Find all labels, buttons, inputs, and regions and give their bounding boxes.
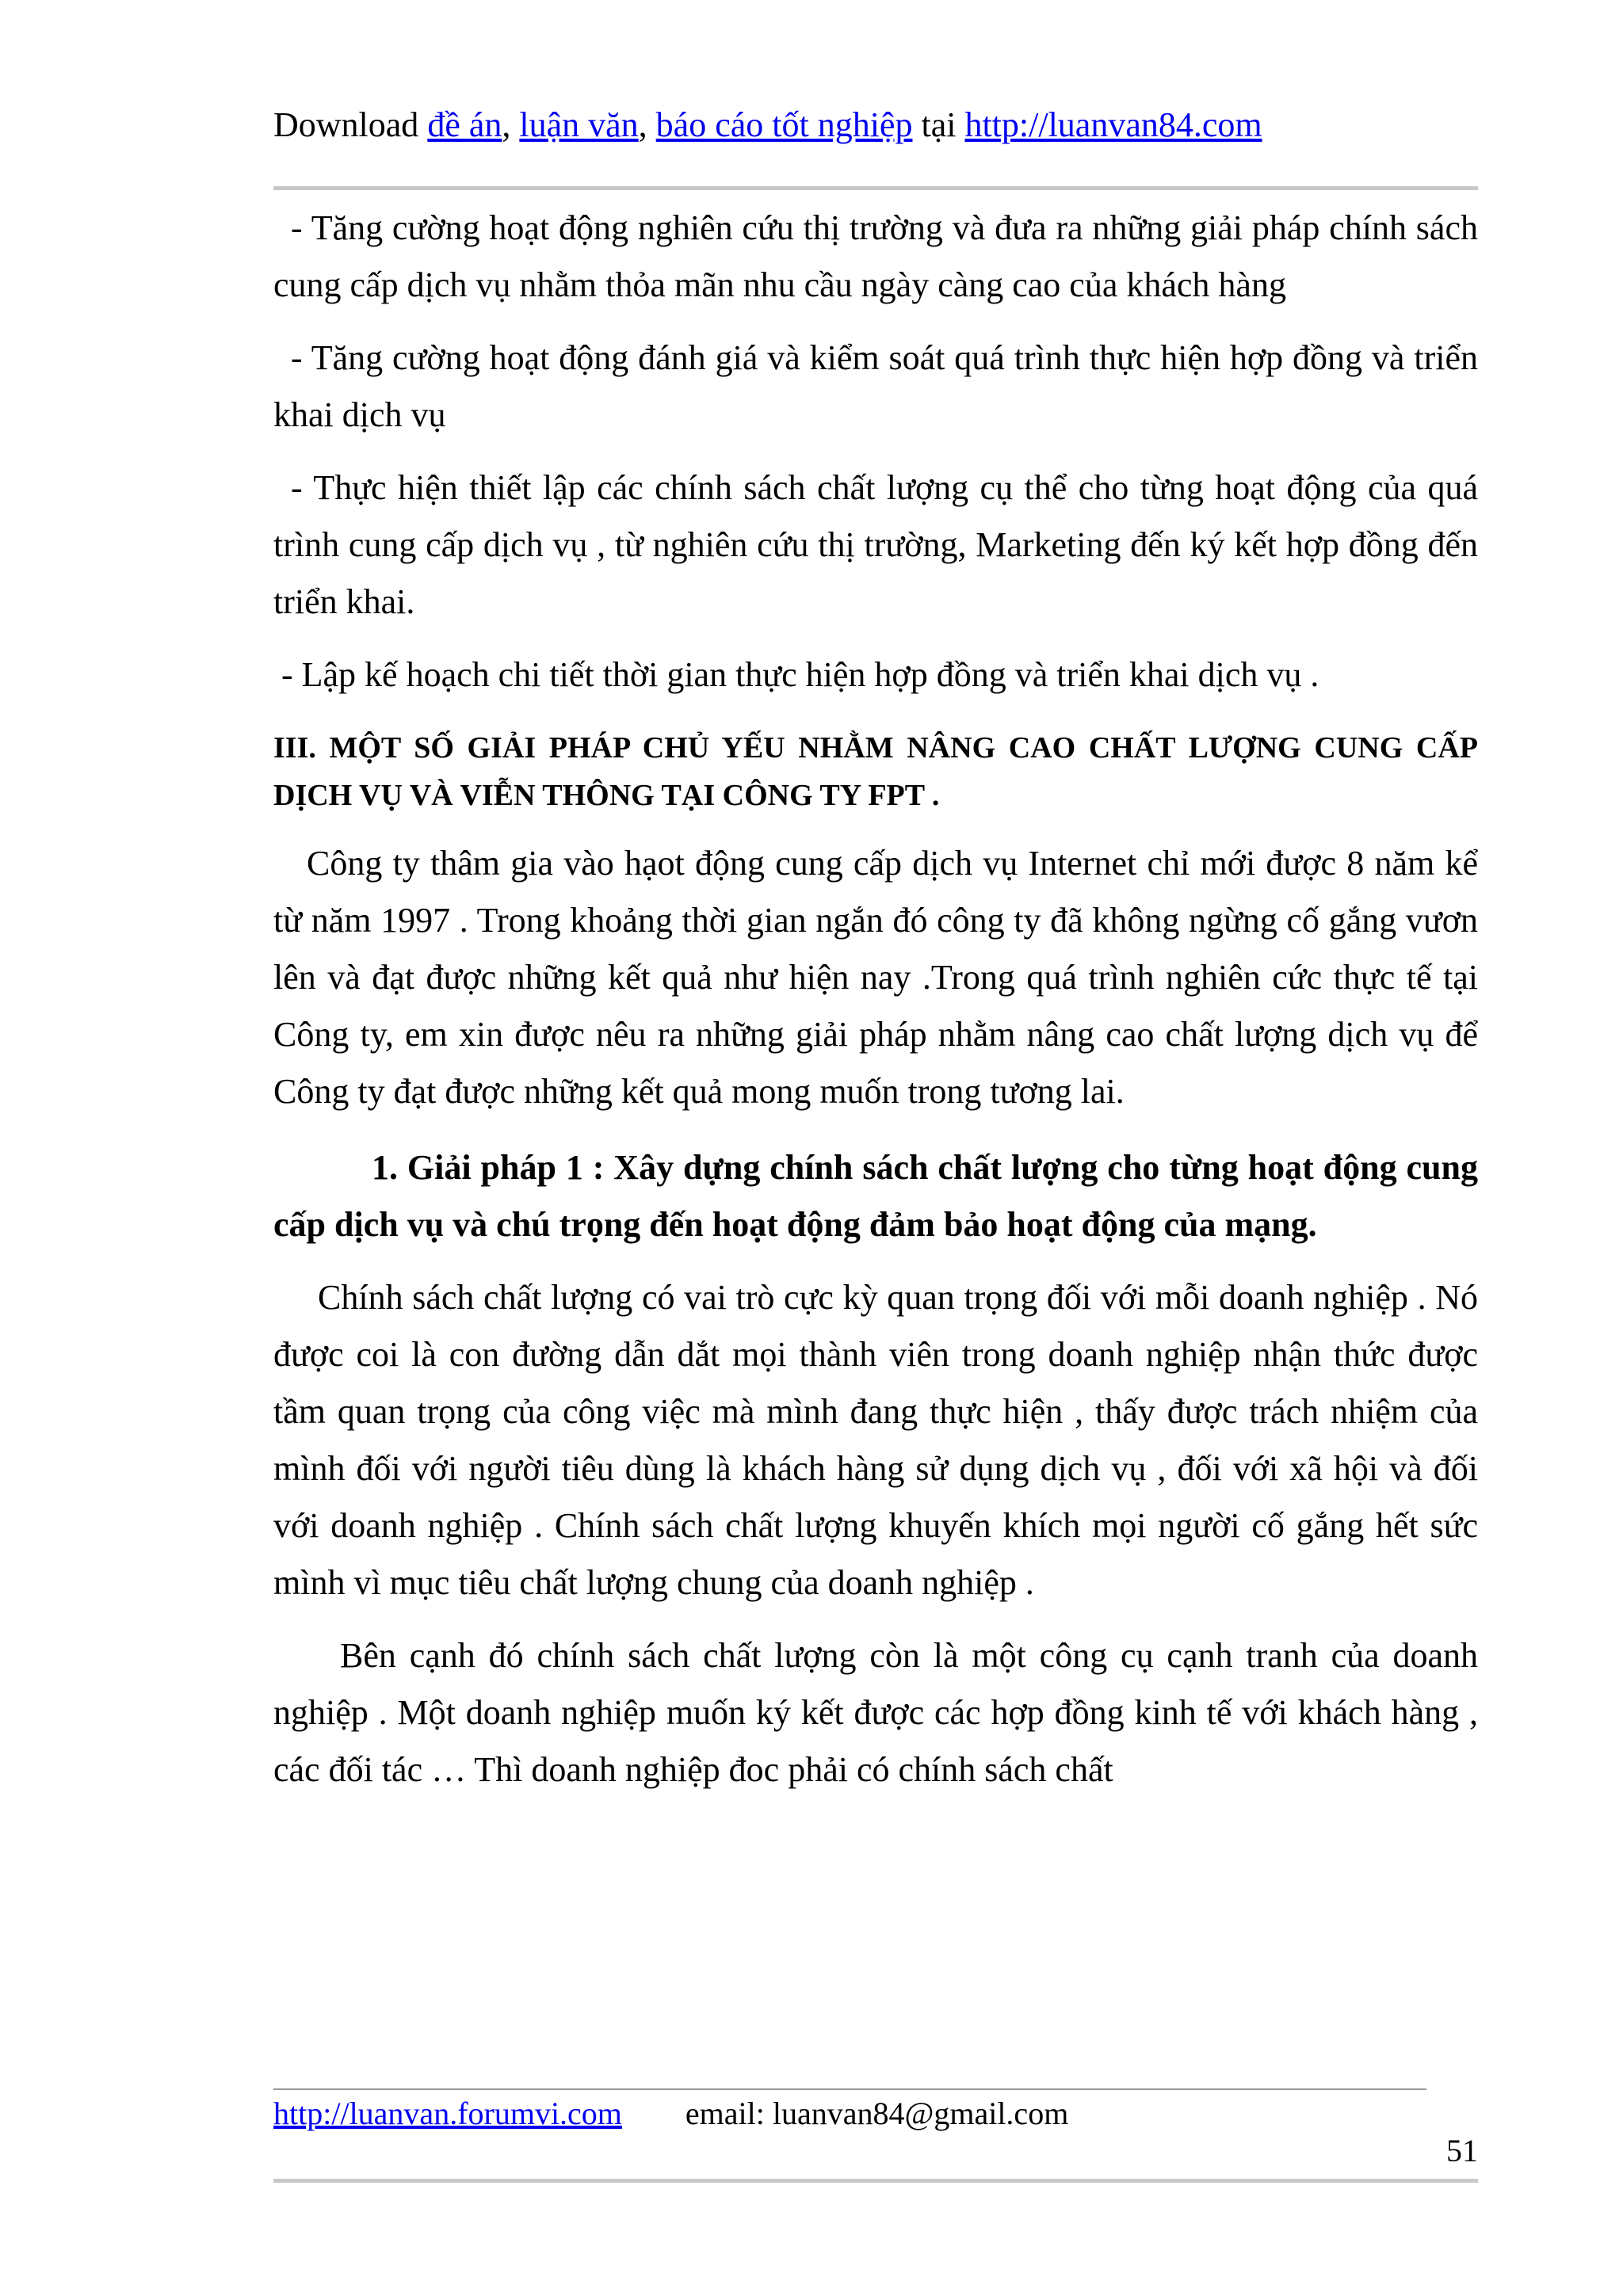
header-sep-2: , [638,105,656,144]
bullet-paragraph-4: - Lập kế hoạch chi tiết thời gian thực hiện hợp đồng và triển khai dịch vụ . [281,655,1319,694]
bullet-paragraph-2: - Tăng cường hoạt động đánh giá và kiểm soát quá trình thực hiện hợp đồng và triển khai dịch vụ [273,338,1478,434]
intro-paragraph: Công ty thâm gia vào hạot động cung cấp dịch vụ Internet chỉ mới được 8 năm kể từ năm 1997 . Trong khoảng thời gian ngắn đó công ty đã không ngừng cố gắng vươn lên và đạt được những kết quả như hiện nay .Trong quá trình nghiên cức thực tế tại Công ty, em xin được nêu ra những giải pháp nhằm nâng cao chất lượng dịch vụ để Công ty đạt được những kết quả mong muốn trong tương lai. [273,844,1478,1111]
header-sep-1: , [502,105,520,144]
link-luanvan84[interactable]: http://luanvan84.com [964,105,1262,144]
footer-forum-link[interactable]: http://luanvan.forumvi.com [273,2096,622,2131]
body-paragraph-policy: Chính sách chất lượng có vai trò cực kỳ quan trọng đối với mỗi doanh nghiệp . Nó được coi là con đường dẫn dắt mọi thành viên trong doanh nghiệp nhận thức được tầm quan trọng của công việc mà mình đang thực hiện , thấy được trách nhiệm của mình đối với người tiêu dùng là khách hàng sử dụng dịch vụ , đối với xã hội và đối với doanh nghiệp . Chính sách chất lượng khuyến khích mọi người cố gắng hết sức mình vì mục tiêu chất lượng chung của doanh nghiệp . [273,1278,1478,1602]
page-number: 51 [1446,2133,1478,2168]
footer [273,2090,1478,2138]
body-paragraph-competition: Bên cạnh đó chính sách chất lượng còn là một công cụ cạnh tranh của doanh nghiệp . Một doanh nghiệp muốn ký kết được các hợp đồng kinh tế với khách hàng , các đối tác … Thì doanh nghiệp đoc phải có chính sách chất [273,1636,1478,1789]
link-luan-van[interactable]: luận văn [519,105,639,144]
link-de-an[interactable]: đề án [427,105,502,144]
header-prefix: Download [273,105,428,144]
download-header [273,101,1262,149]
document-body [273,200,1478,1798]
bullet-paragraph-1: - Tăng cường hoạt động nghiên cứu thị trường và đưa ra những giải pháp chính sách cung cấp dịch vụ nhằm thỏa mãn nhu cầu ngày càng cao của khách hàng [273,208,1478,304]
bullet-paragraph-3: - Thực hiện thiết lập các chính sách chất lượng cụ thể cho từng hoạt động của quá trình cung cấp dịch vụ , từ nghiên cứu thị trường, Marketing đến ký kết hợp đồng đến triển khai. [273,468,1478,621]
footer-email: email: luanvan84@gmail.com [685,2096,1069,2131]
header-mid: tại [912,105,965,144]
link-bao-cao-tot-nghiep[interactable]: báo cáo tốt nghiệp [655,105,913,144]
header-divider [273,186,1478,190]
footer-bottom-divider [273,2179,1478,2183]
section-heading: III. MỘT SỐ GIẢI PHÁP CHỦ YẾU NHẰM NÂNG CAO CHẤT LƯỢNG CUNG CẤP DỊCH VỤ VÀ VIỄN THÔNG TẠI CÔNG TY FPT . [273,731,1478,812]
solution-heading: 1. Giải pháp 1 : Xây dựng chính sách chất lượng cho từng hoạt động cung cấp dịch vụ và chú trọng đến hoạt động đảm bảo hoạt động của mạng. [273,1148,1478,1244]
